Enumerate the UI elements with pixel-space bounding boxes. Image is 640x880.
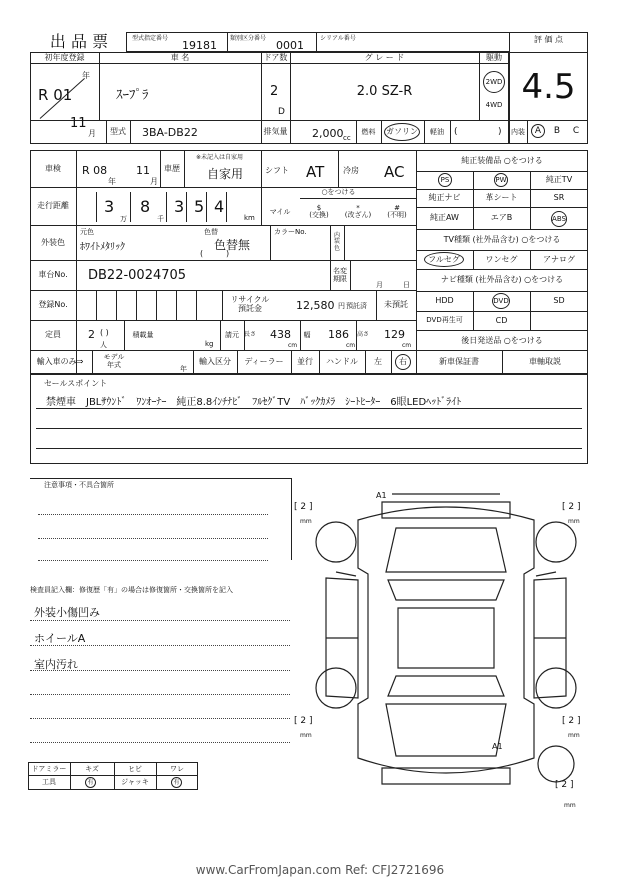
mileage-modified: * (改ざん) — [344, 204, 372, 219]
mileage-digit-2: 8 — [140, 197, 151, 216]
car-name-label: 車 名 — [170, 53, 190, 62]
load-label: 積載量 — [132, 330, 154, 339]
sales-point-box — [30, 374, 588, 464]
doors-value: 2 — [270, 84, 279, 99]
note-item-1: 外装小傷凹み — [34, 606, 100, 619]
chassis-number: DB22-0024705 — [88, 268, 187, 283]
legend-scratch: キズ — [85, 764, 99, 773]
equip-pw: PW — [494, 173, 508, 187]
displacement-value: 2,000 — [312, 127, 344, 140]
tool-have: 有 — [85, 777, 96, 788]
serial-label: シリアル番号 — [320, 35, 356, 42]
light-oil-label: 軽油 — [430, 127, 444, 136]
mileage-digit-1: 3 — [104, 197, 115, 216]
navi-title: ナビ種類 (社外品含む) ○をつける — [440, 275, 564, 284]
mileage-circle-note: ○をつける — [321, 188, 356, 196]
equip-abs: ABS — [551, 211, 567, 227]
width-label: 幅 — [303, 330, 311, 339]
name-change-label: 名変 期限 — [333, 266, 347, 283]
navi-hdd: HDD — [435, 296, 454, 305]
inspection-month: 11 — [136, 164, 150, 177]
grade-label: グ レ ー ド — [364, 53, 405, 62]
category-value: 0001 — [276, 39, 304, 52]
shift-label: シフト — [265, 166, 289, 175]
first-reg-era-year: R 01 — [38, 86, 73, 104]
model-year-label: モデル 年式 — [103, 353, 125, 369]
ac-label: 冷房 — [343, 166, 359, 175]
import-label: 輸入車のみ⇒ — [36, 357, 84, 366]
height-label: 高さ — [357, 331, 370, 338]
grade-value: 2.0 SZ-R — [356, 83, 413, 99]
chassis-label: 車台No. — [38, 270, 68, 279]
doc-manual: 車軸取説 — [529, 357, 561, 366]
sales-point-label: セールスポイント — [44, 379, 108, 388]
history-label: 車歴 — [164, 163, 180, 173]
note-item-3: 室内汚れ — [34, 658, 78, 671]
color-label: 外装色 — [41, 237, 65, 247]
color-no-label: カラーNo. — [274, 228, 307, 236]
registration-label: 登録No. — [38, 300, 68, 309]
model-label: 型式 — [110, 127, 126, 136]
inspection-year: R 08 — [82, 164, 108, 177]
sheet-title: 出 品 票 — [49, 32, 109, 51]
legend-crack: ヒビ — [128, 764, 142, 773]
legend-door-mirror: ドアミラー — [31, 764, 67, 773]
recycle-value: 12,580 — [296, 299, 335, 312]
handle-label: ハンドル — [326, 357, 358, 366]
footer-watermark: www.CarFromJapan.com Ref: CFJ2721696 — [195, 863, 445, 877]
doc-warranty: 新車保証書 — [439, 357, 479, 366]
legend-break: ワレ — [170, 764, 184, 773]
interior-grade-a: A — [531, 124, 545, 138]
first-reg-month: 11 — [70, 116, 87, 131]
tv-analog: アナログ — [543, 254, 575, 264]
sales-point-text: 禁煙車 JBLｻｳﾝﾄﾞ ﾜﾝｵｰﾅｰ 純正8.8ｲﾝﾁﾅﾋﾞ ﾌﾙｾｸﾞTV ﾊﾞｯｸｶﾒﾗ ｼｰﾄﾋｰﾀｰ 6眼LEDﾍｯﾄﾞﾗｲﾄ — [46, 397, 462, 408]
equip-tv: 純正TV — [545, 175, 573, 184]
equip-leather: 革シート — [485, 193, 518, 202]
equip-ps: PS — [438, 173, 452, 187]
doors-label: ドア数 — [263, 53, 288, 62]
navi-sd: SD — [553, 296, 565, 305]
legend-tool: 工具 — [42, 778, 56, 786]
model-value: 3BA-DB22 — [142, 126, 198, 139]
fuel-label: 燃料 — [361, 127, 376, 136]
capacity-label: 定員 — [45, 330, 61, 339]
notes-label: 注意事項・不具合箇所 — [44, 481, 114, 489]
notes-box — [30, 478, 292, 560]
car-name-value: ｽｰﾌﾟﾗ — [116, 88, 149, 103]
color-change: 色替無 — [214, 238, 251, 252]
recycle-label: リサイクル 預託金 — [230, 295, 270, 313]
tv-oneseg: ワンセグ — [485, 254, 518, 264]
history-note: ※未記入は自家用 — [196, 154, 244, 161]
height-value: 129 — [384, 328, 405, 341]
tv-fullseg: フルセグ — [424, 252, 464, 267]
drive-label: 駆動 — [486, 53, 502, 62]
type-approval-label: 型式指定番号 — [132, 35, 169, 42]
handle-right: 右 — [395, 354, 411, 370]
original-color: ﾎﾜｲﾄﾒﾀﾘｯｸ — [80, 242, 125, 253]
origin-label: 請元 — [225, 330, 239, 339]
width-value: 186 — [328, 328, 349, 341]
drive-2wd: 2WD — [483, 71, 505, 93]
interior-grade-b: B — [553, 125, 561, 136]
displacement-label: 排気量 — [263, 127, 288, 136]
legend-jack: ジャッキ — [121, 778, 149, 786]
drive-4wd: 4WD — [485, 101, 503, 109]
import-division-label: 輸入区分 — [199, 357, 231, 366]
recycle-not-deposited: 未預託 — [384, 300, 408, 309]
equip-navi: 純正ナビ — [428, 193, 461, 202]
import-parallel: 並行 — [297, 357, 313, 366]
type-approval-value: 19181 — [182, 39, 217, 52]
score-label: 評 価 点 — [533, 35, 564, 44]
capacity-value: 2 — [88, 328, 95, 341]
tv-title: TV種類 (社外品含む) ○をつける — [443, 235, 561, 244]
equip-airbag: エアB — [490, 213, 513, 222]
interior-label: 内装 — [511, 127, 525, 136]
inspector-label: 検査員記入欄：修復歴「有」の場合は修復箇所・交換箇所を記入 — [30, 586, 233, 594]
note-item-2: ホイールA — [34, 632, 86, 645]
interior-color-label: 内 装 色 — [333, 231, 340, 252]
navi-dvd: DVD — [492, 293, 510, 309]
mileage-mile: マイル — [269, 207, 291, 216]
mileage-exchange: $ (交換) — [309, 204, 329, 219]
first-reg-label: 初年度登録 — [44, 53, 85, 62]
shift-value: AT — [306, 163, 325, 181]
mileage-digit-3: 3 — [174, 197, 185, 216]
equipment-title: 純正装備品 ○をつける — [461, 156, 543, 165]
cd-label: CD — [495, 315, 508, 325]
mileage-label: 走行距離 — [37, 201, 69, 210]
mileage-unknown: # (不明) — [387, 204, 407, 219]
front-damage-mark: A1 — [376, 491, 387, 500]
equip-aw: 純正AW — [430, 213, 459, 222]
handle-left: 左 — [374, 357, 382, 366]
door-type: D — [278, 107, 285, 117]
wheel-icons — [316, 522, 576, 782]
inspection-label: 車検 — [45, 163, 61, 173]
jack-have: 有 — [171, 777, 182, 788]
history-value: 自家用 — [207, 167, 244, 181]
interior-grade-c: C — [572, 125, 580, 136]
mileage-digit-5: 4 — [214, 197, 225, 216]
length-label: 長さ — [244, 331, 257, 338]
score-value: 4.5 — [521, 67, 576, 107]
docs-title: 後日発送品 ○をつける — [461, 335, 543, 345]
rear-damage-mark: A1 — [492, 742, 503, 751]
import-dealer: ディーラー — [244, 357, 284, 366]
category-label: 類別区分番号 — [230, 35, 267, 42]
ac-value: AC — [384, 163, 405, 181]
fuel-gasoline: ガソリン — [384, 123, 420, 141]
length-value: 438 — [270, 328, 291, 341]
car-damage-diagram — [296, 488, 596, 814]
dvd-play-label: DVD再生可 — [426, 316, 463, 324]
equip-sr: SR — [553, 193, 565, 202]
recycle-deposited: 預託済 — [346, 302, 367, 310]
mileage-digit-4: 5 — [194, 197, 205, 216]
